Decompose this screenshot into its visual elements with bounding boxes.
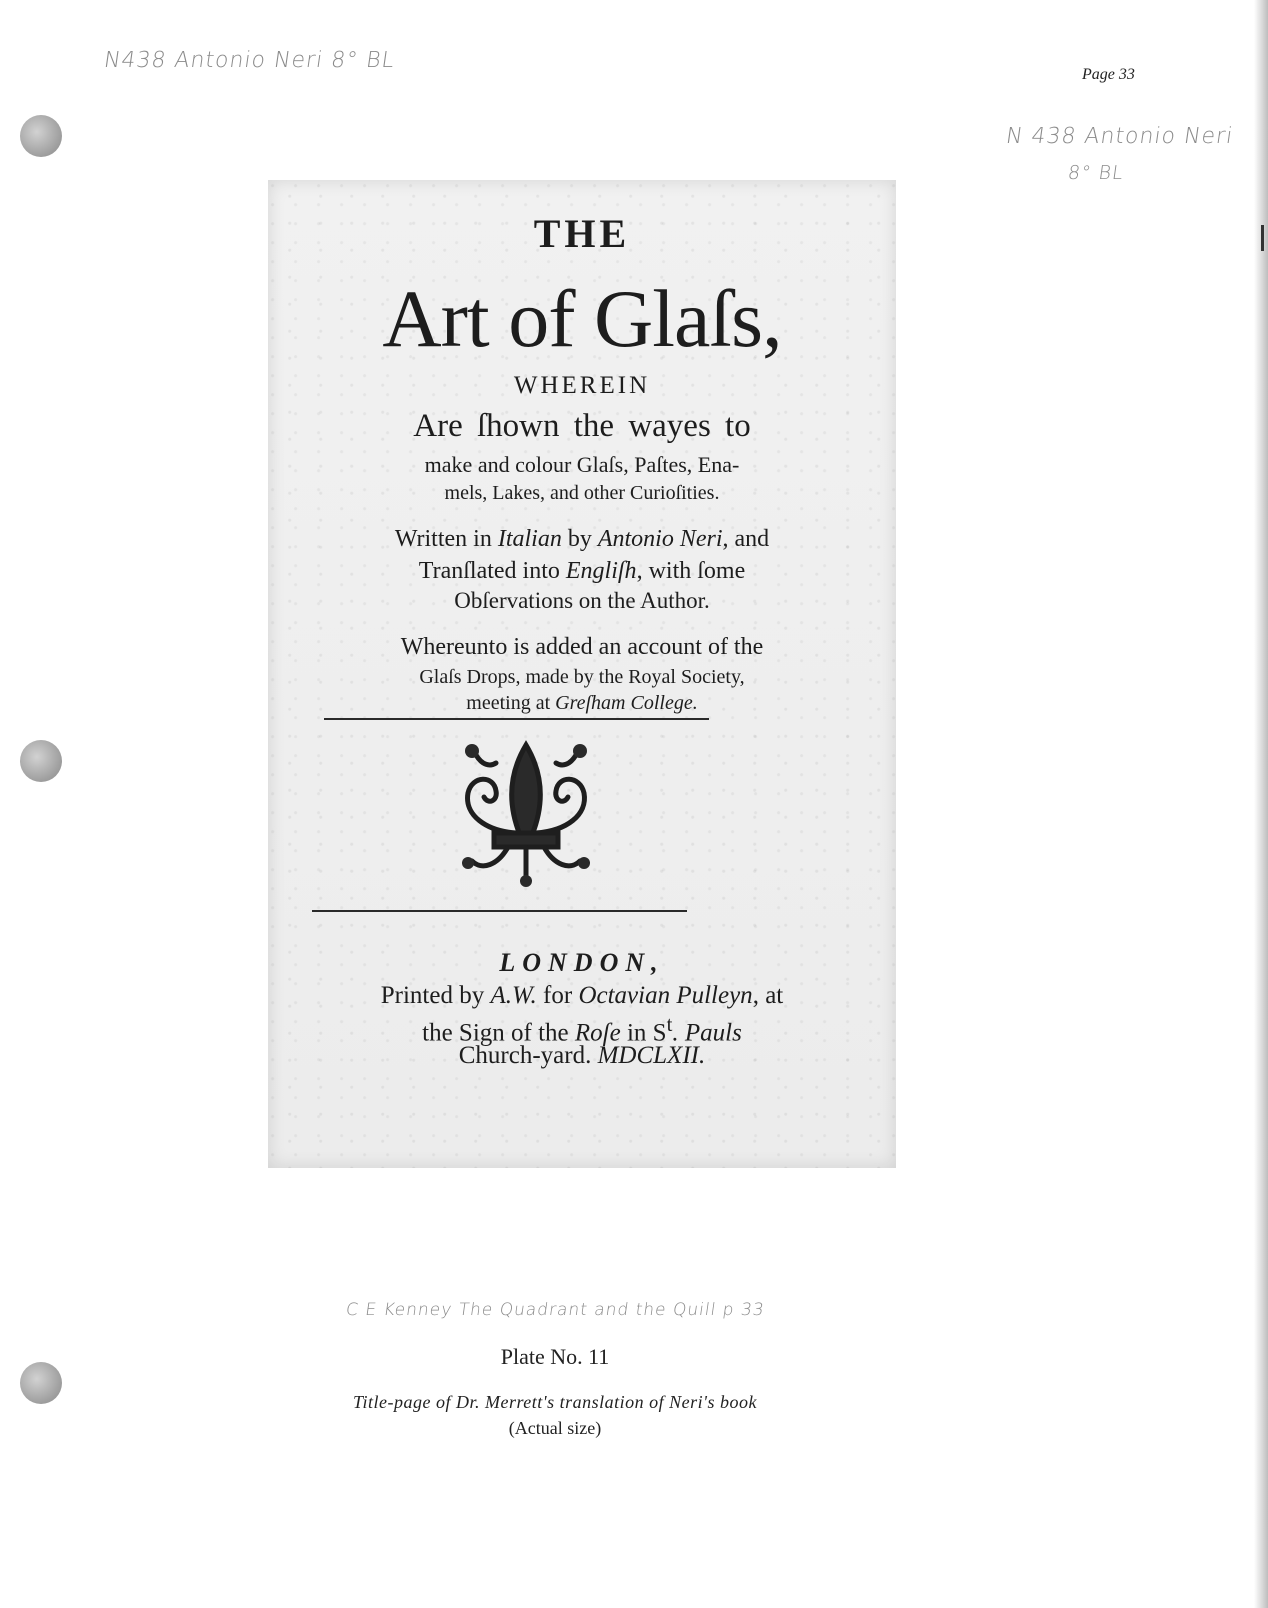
- title-the: THE: [533, 211, 631, 256]
- title-line-whereunto: Whereunto is added an account of the: [400, 634, 764, 660]
- punch-hole-top: [20, 115, 62, 157]
- imprint-sign: the Sign of the Roſe in $S^t$. Pauls: [422, 1012, 742, 1047]
- imprint-london: LONDON,: [499, 948, 665, 977]
- rule-lower: [312, 910, 687, 912]
- punch-hole-middle: [20, 740, 62, 782]
- title-line-drops: Glaſs Drops, made by the Royal Society,: [419, 666, 745, 688]
- title-wherein: WHEREIN: [513, 372, 651, 399]
- title-line-mels: mels, Lakes, and other Curioſities.: [444, 482, 720, 504]
- title-line-shown: Are ſhown the wayes to: [413, 408, 751, 444]
- handwritten-note-top-right-sub: 8° BL: [1066, 162, 1126, 184]
- handwritten-note-top-right: N 438 Antonio Neri: [1004, 124, 1235, 149]
- title-line-make: make and colour Glaſs, Paſtes, Ena-: [424, 452, 740, 477]
- handwritten-reference: C E Kenney The Quadrant and the Quill p 33: [344, 1300, 766, 1320]
- plate-number: Plate No. 11: [500, 1344, 610, 1369]
- title-line-translated: Tranſlated into Engliſh, with ſome: [418, 558, 746, 584]
- edge-mark: [1261, 225, 1264, 251]
- imprint-churchyard: Church-yard. MDCLXII.: [458, 1042, 706, 1069]
- plate-size-note: (Actual size): [508, 1418, 602, 1438]
- handwritten-note-top-left: N438 Antonio Neri 8° BL: [102, 48, 397, 73]
- fleur-de-lis-ornament: [446, 735, 606, 895]
- title-page-plate: [268, 180, 896, 1168]
- plate-description: Title-page of Dr. Merrett's translation of Neri's book: [352, 1392, 758, 1412]
- page-number: Page 33: [1082, 66, 1135, 83]
- title-line-observations: Obſervations on the Author.: [454, 588, 710, 613]
- title-line-meeting: meeting at Greſham College.: [466, 692, 698, 714]
- imprint-printed-by: Printed by A.W. for Octavian Pulleyn, at: [380, 982, 784, 1009]
- rule-upper: [324, 718, 709, 720]
- title-line-written: Written in Italian by Antonio Neri, and: [394, 526, 770, 552]
- title-main: Art of Glaſs,: [382, 273, 782, 364]
